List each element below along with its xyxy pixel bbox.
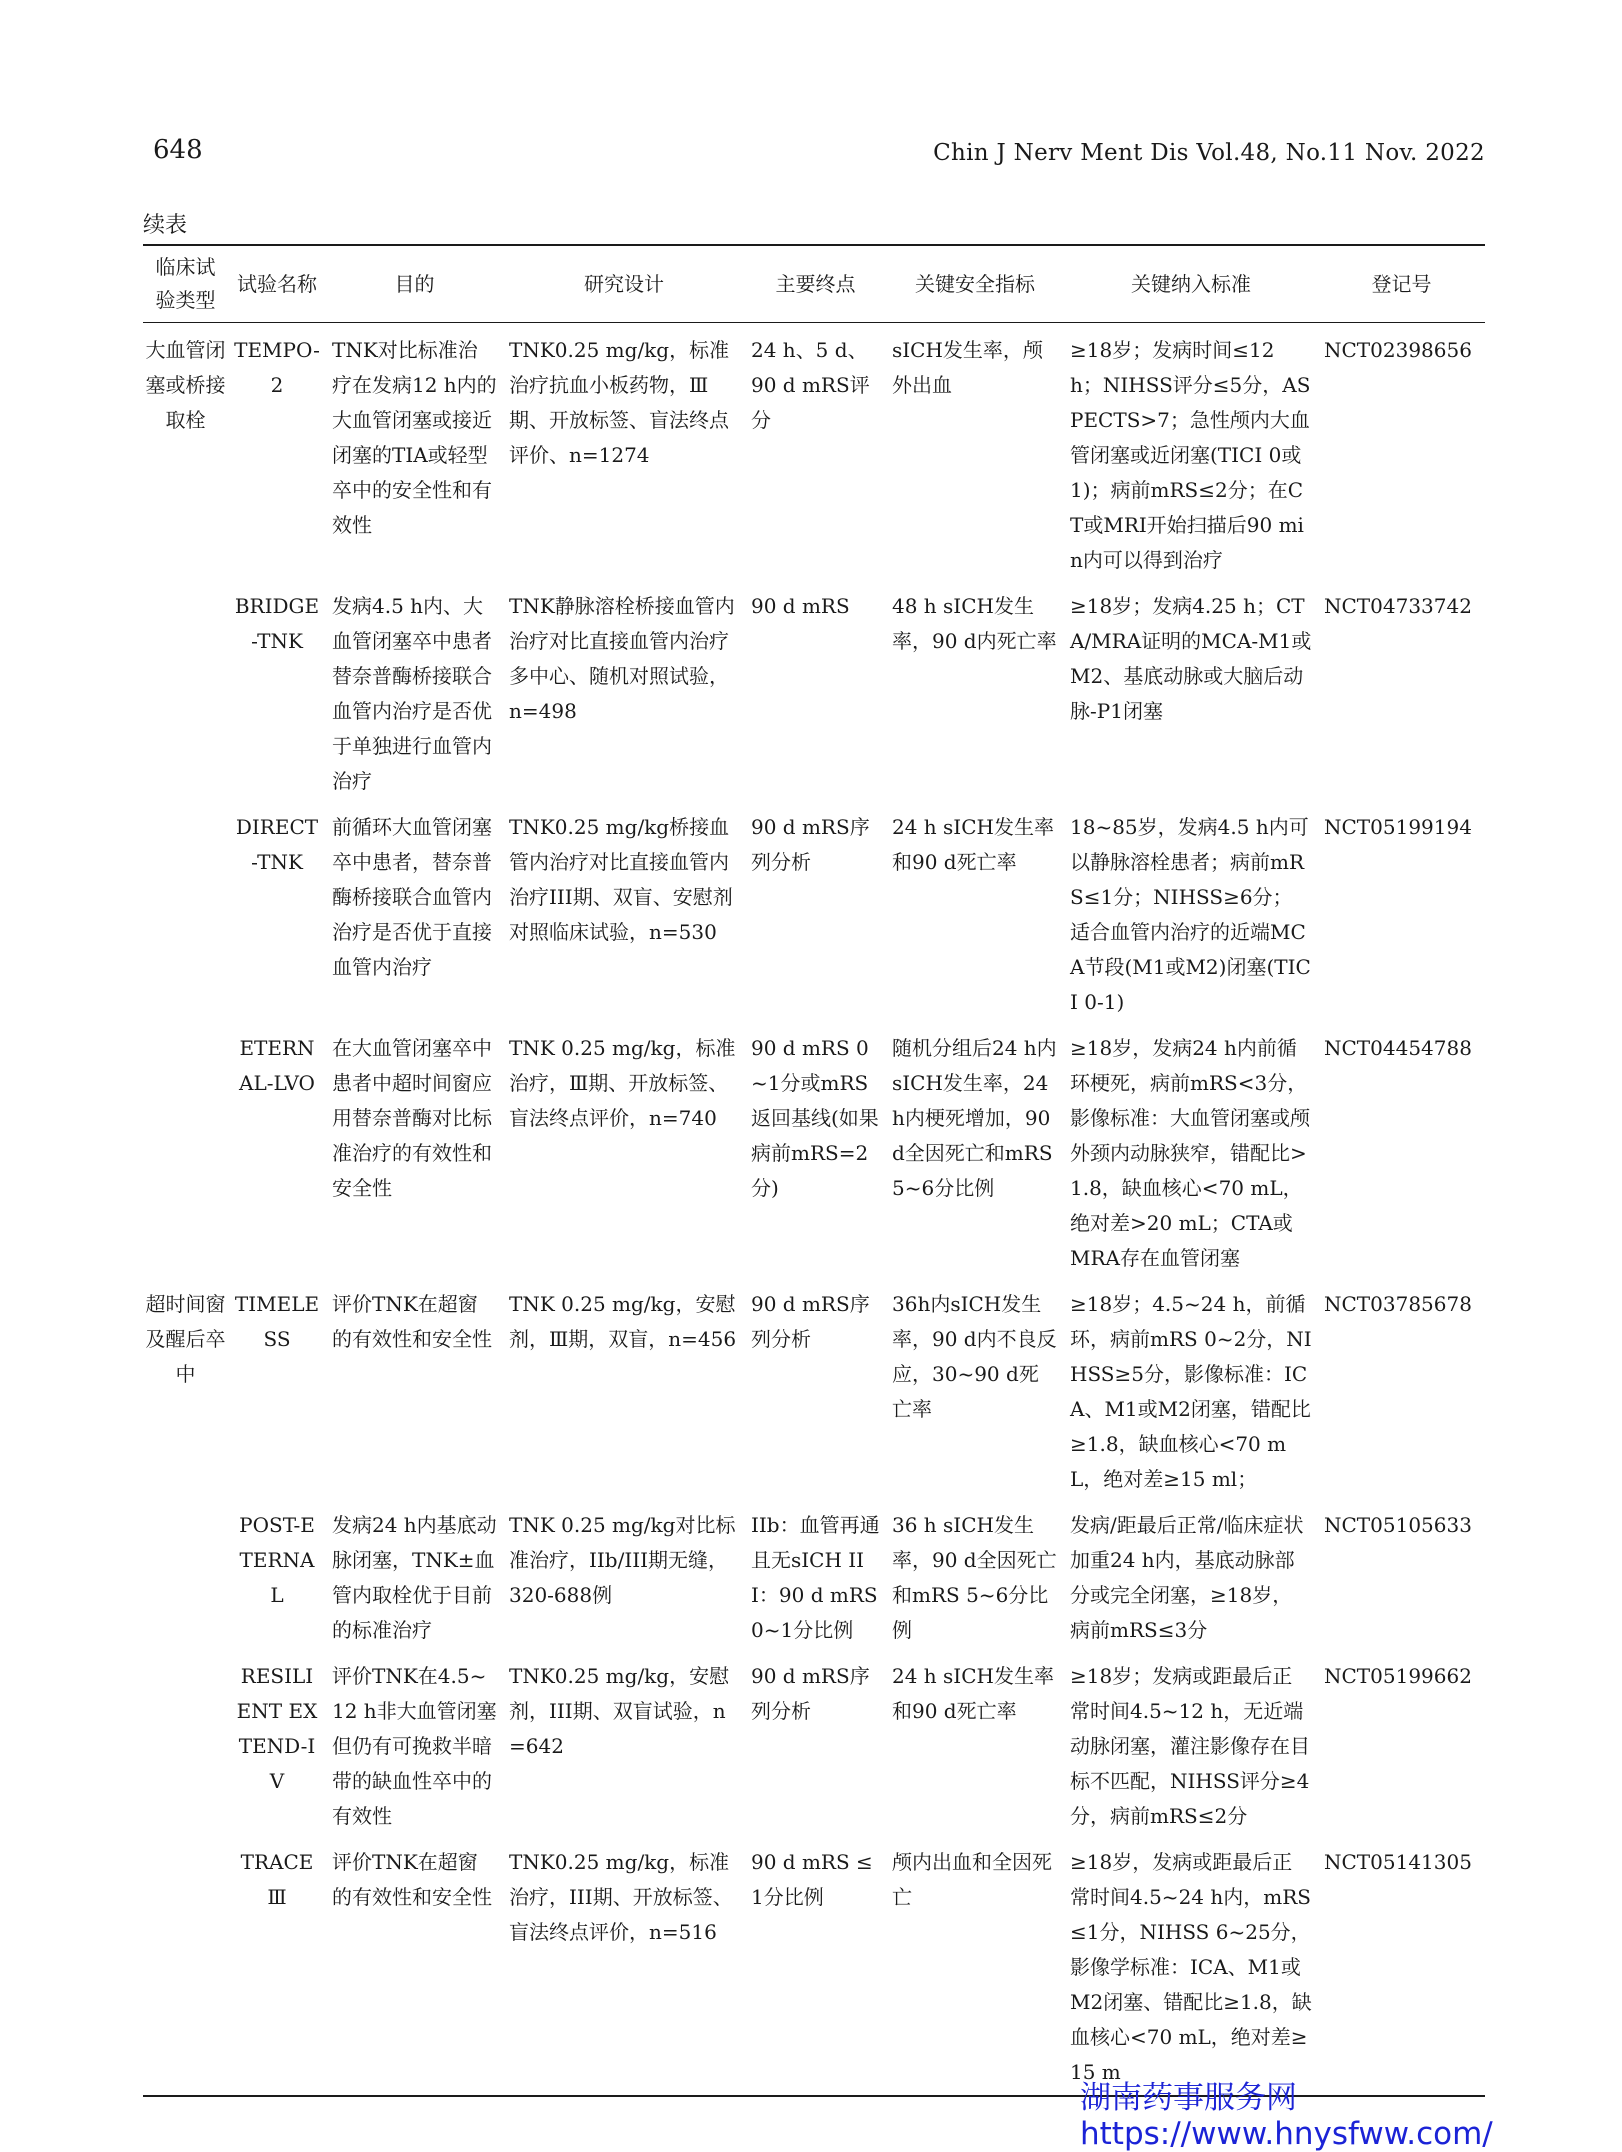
registry-cell: NCT04733742 bbox=[1324, 594, 1472, 618]
trial-name-cell: TIMELESS bbox=[234, 1292, 320, 1351]
design-cell: TNK 0.25 mg/kg对比标准治疗，IIb/III期无缝，320-688例 bbox=[509, 1513, 736, 1607]
endpoint-cell: 90 d mRS序列分析 bbox=[751, 1292, 870, 1351]
criteria-cell: 18~85岁，发病4.5 h内可以静脉溶栓患者；病前mRS≤1分；NIHSS≥6分；适合血管内治疗的近端MCA节段(M1或M2)闭塞(TICI 0-1) bbox=[1070, 815, 1311, 1014]
endpoint-cell: 90 d mRS序列分析 bbox=[751, 1664, 870, 1723]
table-row bbox=[143, 1281, 1485, 1502]
safety-cell: 48 h sICH发生率，90 d内死亡率 bbox=[892, 594, 1057, 653]
trial-type-cell bbox=[143, 1653, 228, 1839]
table-caption: 续表 bbox=[143, 213, 188, 238]
page-number: 648 bbox=[153, 135, 203, 165]
trial-name-cell: POST-ETERNAL bbox=[239, 1513, 315, 1607]
registry-cell: NCT02398656 bbox=[1324, 338, 1472, 362]
design-cell: TNK0.25 mg/kg，标准治疗，III期、开放标签、盲法终点评价，n=516 bbox=[509, 1850, 733, 1944]
endpoint-cell: 24 h、5 d、90 d mRS评分 bbox=[751, 338, 870, 432]
endpoint-cell: 90 d mRS bbox=[751, 594, 850, 618]
criteria-cell: ≥18岁；4.5~24 h，前循环，病前mRS 0~2分，NIHSS≥5分，影像标准：ICA、M1或M2闭塞，错配比≥1.8，缺血核心<70 mL，绝对差≥15 ml； bbox=[1070, 1292, 1312, 1491]
column-header: 研究设计 bbox=[584, 271, 664, 296]
endpoint-cell: 90 d mRS 0~1分或mRS返回基线(如果病前mRS=2分) bbox=[751, 1036, 879, 1200]
watermark bbox=[1080, 2080, 1493, 2152]
watermark-url[interactable]: https://www.hnysfww.com/ bbox=[1080, 2116, 1493, 2152]
criteria-cell: ≥18岁；发病4.25 h；CTA/MRA证明的MCA-M1或M2、基底动脉或大脑后动脉-P1闭塞 bbox=[1070, 594, 1312, 723]
safety-cell: 随机分组后24 h内sICH发生率，24 h内梗死增加，90 d全因死亡和mRS 5~6分比例 bbox=[892, 1036, 1057, 1200]
purpose-cell: 发病4.5 h内、大血管闭塞卒中患者替奈普酶桥接联合血管内治疗是否优于单独进行血管内治疗 bbox=[332, 594, 492, 793]
purpose-cell: 在大血管闭塞卒中患者中超时间窗应用替奈普酶对比标准治疗的有效性和安全性 bbox=[332, 1036, 492, 1200]
criteria-cell: ≥18岁，发病或距最后正常时间4.5~24 h内，mRS≤1分，NIHSS 6~25分，影像学标准：ICA、M1或M2闭塞、错配比≥1.8，缺血核心<70 mL，绝对差≥15 m bbox=[1070, 1850, 1312, 2084]
safety-cell: 24 h sICH发生率和90 d死亡率 bbox=[892, 1664, 1054, 1723]
trial-type-cell bbox=[143, 1839, 228, 2096]
registry-cell: NCT03785678 bbox=[1324, 1292, 1472, 1316]
registry-cell: NCT05199194 bbox=[1324, 815, 1472, 839]
table-row bbox=[143, 1653, 1485, 1839]
trial-type-cell bbox=[143, 804, 228, 1025]
safety-cell: 24 h sICH发生率和90 d死亡率 bbox=[892, 815, 1054, 874]
trial-name-cell: BRIDGE-TNK bbox=[234, 594, 320, 653]
trial-name-cell: DIRECT-TNK bbox=[235, 815, 319, 874]
column-header: 目的 bbox=[394, 271, 435, 296]
table-row bbox=[143, 804, 1485, 1025]
criteria-cell: ≥18岁，发病24 h内前循环梗死，病前mRS<3分，影像标准：大血管闭塞或颅外颈内动脉狭窄，错配比>1.8，缺血核心<70 mL，绝对差>20 mL；CTA或MRA存在血管闭塞 bbox=[1070, 1036, 1310, 1270]
trial-name-cell: RESILIENT EXTEND-IV bbox=[236, 1664, 318, 1793]
design-cell: TNK 0.25 mg/kg，安慰剂，Ⅲ期，双盲，n=456 bbox=[509, 1292, 737, 1351]
purpose-cell: TNK对比标准治疗在发病12 h内的大血管闭塞或接近闭塞的TIA或轻型卒中的安全性和有效性 bbox=[332, 338, 497, 537]
design-cell: TNK0.25 mg/kg桥接血管内治疗对比直接血管内治疗III期、双盲、安慰剂对照临床试验，n=530 bbox=[509, 815, 733, 944]
purpose-cell: 评价TNK在4.5~12 h非大血管闭塞但仍有可挽救半暗带的缺血性卒中的有效性 bbox=[332, 1664, 497, 1828]
table-row bbox=[143, 1025, 1485, 1281]
criteria-cell: 发病/距最后正常/临床症状加重24 h内，基底动脉部分或完全闭塞，≥18岁，病前mRS≤3分 bbox=[1070, 1513, 1304, 1642]
criteria-cell: ≥18岁；发病或距最后正常时间4.5~12 h，无近端动脉闭塞，灌注影像存在目标不匹配，NIHSS评分≥4分，病前mRS≤2分 bbox=[1070, 1664, 1310, 1828]
design-cell: TNK0.25 mg/kg，安慰剂，III期、双盲试验，n=642 bbox=[509, 1664, 730, 1758]
purpose-cell: 前循环大血管闭塞卒中患者，替奈普酶桥接联合血管内治疗是否优于直接血管内治疗 bbox=[332, 815, 492, 979]
criteria-cell: ≥18岁；发病时间≤12 h；NIHSS评分≤5分，ASPECTS>7；急性颅内大血管闭塞或近闭塞(TICI 0或1)；病前mRS≤2分；在CT或MRI开始扫描后90 min内可以得到治疗 bbox=[1070, 338, 1311, 572]
purpose-cell: 评价TNK在超窗的有效性和安全性 bbox=[332, 1850, 492, 1909]
trial-name-cell: ETERNAL-LVO bbox=[239, 1036, 315, 1095]
column-header: 关键安全指标 bbox=[915, 271, 1035, 296]
trial-name-cell: TEMPO-2 bbox=[234, 338, 320, 397]
design-cell: TNK 0.25 mg/kg，标准治疗，Ⅲ期、开放标签、盲法终点评价，n=740 bbox=[509, 1036, 736, 1130]
safety-cell: 颅内出血和全因死亡 bbox=[892, 1850, 1052, 1909]
endpoint-cell: 90 d mRS ≤1分比例 bbox=[751, 1850, 873, 1909]
purpose-cell: 发病24 h内基底动脉闭塞，TNK±血管内取栓优于目前的标准治疗 bbox=[332, 1513, 497, 1642]
trial-name-cell: TRACE Ⅲ bbox=[240, 1850, 314, 1909]
watermark-title: 湖南药事服务网 bbox=[1080, 2080, 1297, 2116]
safety-cell: 36 h sICH发生率，90 d全因死亡和mRS 5~6分比例 bbox=[892, 1513, 1057, 1642]
registry-cell: NCT05141305 bbox=[1324, 1850, 1472, 1874]
design-cell: TNK0.25 mg/kg，标准治疗抗血小板药物，Ⅲ期、开放标签、盲法终点评价、n=1274 bbox=[509, 338, 730, 467]
column-header: 主要终点 bbox=[775, 271, 856, 296]
journal-header: Chin J Nerv Ment Dis Vol.48, No.11 Nov. 2022 bbox=[933, 140, 1485, 166]
table-header-row bbox=[143, 245, 1485, 323]
table-row bbox=[143, 323, 1485, 584]
table-row bbox=[143, 1839, 1485, 2096]
table-row bbox=[143, 1502, 1485, 1653]
trial-type-cell: 大血管闭塞或桥接取栓 bbox=[145, 338, 226, 432]
safety-cell: 36h内sICH发生率，90 d内不良反应，30~90 d死亡率 bbox=[892, 1292, 1057, 1421]
column-header: 临床试验类型 bbox=[155, 255, 216, 312]
endpoint-cell: 90 d mRS序列分析 bbox=[751, 815, 870, 874]
column-header: 关键纳入标准 bbox=[1131, 271, 1251, 296]
trial-type-cell bbox=[143, 1025, 228, 1281]
column-header: 试验名称 bbox=[237, 271, 317, 296]
trial-type-cell bbox=[143, 1502, 228, 1653]
purpose-cell: 评价TNK在超窗的有效性和安全性 bbox=[332, 1292, 492, 1351]
trial-table bbox=[143, 244, 1485, 2097]
column-header: 登记号 bbox=[1371, 271, 1432, 296]
table-row bbox=[143, 583, 1485, 804]
trial-type-cell bbox=[143, 583, 228, 804]
safety-cell: sICH发生率，颅外出血 bbox=[892, 338, 1043, 397]
registry-cell: NCT05199662 bbox=[1324, 1664, 1472, 1688]
registry-cell: NCT04454788 bbox=[1324, 1036, 1472, 1060]
registry-cell: NCT05105633 bbox=[1324, 1513, 1472, 1537]
trial-type-cell: 超时间窗及醒后卒中 bbox=[145, 1292, 226, 1386]
endpoint-cell: IIb：血管再通且无sICH III：90 d mRS 0~1分比例 bbox=[751, 1513, 880, 1642]
design-cell: TNK静脉溶栓桥接血管内治疗对比直接血管内治疗多中心、随机对照试验，n=498 bbox=[509, 594, 735, 723]
